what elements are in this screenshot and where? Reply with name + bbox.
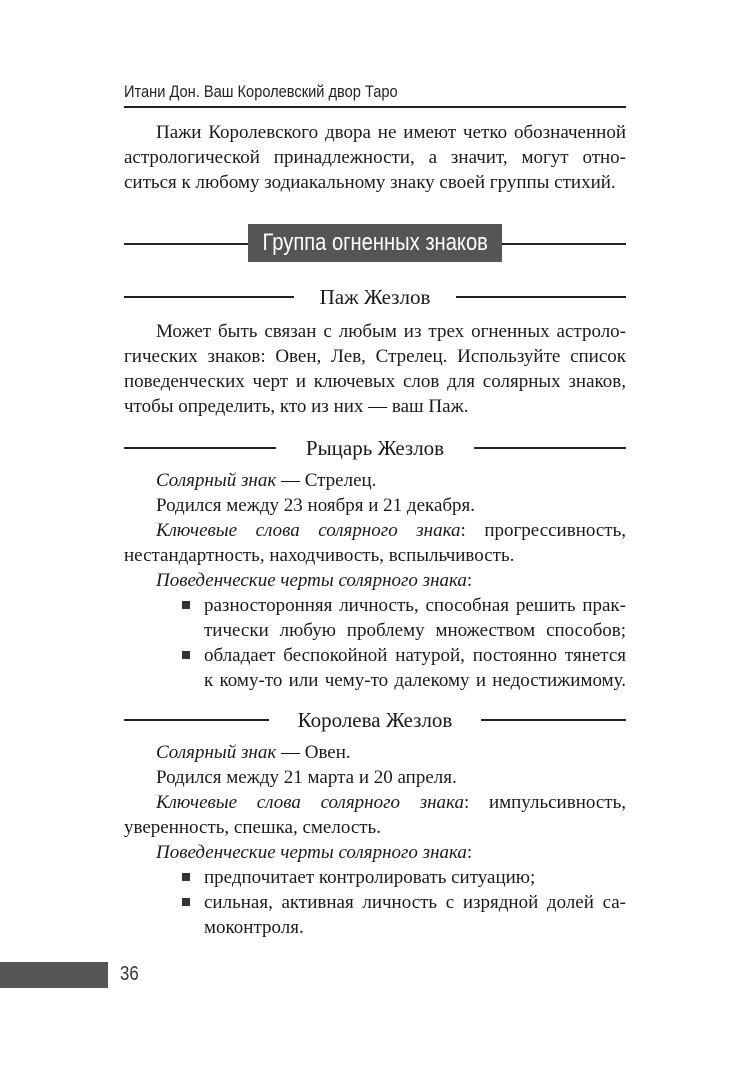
page-line: поведенческих черт и ключевых слов для солярных знаков,: [124, 371, 626, 392]
section-title: Паж Жезлов: [319, 285, 431, 309]
bullet-line: моконтроля.: [204, 917, 304, 938]
bullet-line: обладает беспокойной натурой, постоянно тянется: [204, 645, 626, 666]
born-line: Родился между 23 ноября и 21 декабря.: [156, 495, 476, 516]
heading-rule-right: [481, 719, 626, 721]
section-heading-knight: [124, 433, 626, 463]
section-heading-queen: [124, 705, 626, 735]
traits-label: Поведенческие черты солярного знака: [156, 570, 467, 591]
section-title: Рыцарь Жезлов: [305, 436, 445, 460]
intro-paragraph: [124, 120, 626, 195]
sign-line: [124, 468, 626, 493]
heading-rule-right: [456, 296, 626, 298]
sign-value: — Овен.: [276, 742, 351, 763]
keywords-label: Ключевые слова солярного знака: [156, 792, 464, 813]
group-heading-box: [248, 224, 502, 262]
bullet-line: разносторонняя личность, способная решить прак-: [204, 595, 626, 616]
bullet-line: тически любую проблему множеством способов;: [204, 620, 626, 641]
born-line: Родился между 21 марта и 20 апреля.: [156, 767, 457, 788]
bullet-line: сильная, активная личность с изрядной долей са-: [204, 892, 626, 913]
traits-colon: :: [466, 842, 473, 863]
list-item: [180, 890, 626, 940]
keywords-line-2: уверенность, спешка, смелость.: [124, 817, 381, 838]
knight-traits-list: [180, 593, 626, 693]
heading-rule-right: [502, 243, 626, 245]
bullet-square-icon: [182, 651, 190, 659]
sign-label: Солярный знак: [156, 470, 277, 491]
queen-details: [124, 740, 626, 865]
traits-label: Поведенческие черты солярного знака: [156, 842, 467, 863]
keywords-label: Ключевые слова солярного знака: [156, 520, 461, 541]
group-heading: [124, 224, 626, 262]
footer-bar: [0, 962, 108, 988]
list-item: [180, 643, 626, 693]
intro-line: астрологической принадлежности, а значит, могут отно-: [124, 147, 626, 168]
list-item: [180, 593, 626, 643]
heading-rule-right: [474, 447, 626, 449]
keywords-value: : прогрессивность,: [460, 520, 626, 541]
page-paragraph: [124, 319, 626, 419]
keywords-line-2: нестандартность, находчивость, вспыльчивость.: [124, 545, 515, 566]
page-line: Может быть связан с любым из трех огненных астроло-: [156, 321, 626, 342]
page-number: 36: [120, 963, 139, 985]
sign-label: Солярный знак: [156, 742, 277, 763]
keywords-line: [124, 790, 626, 815]
list-item: [180, 865, 626, 890]
intro-line: ситься к любому зодиакальному знаку своей группы стихий.: [124, 172, 616, 193]
group-heading-text: Группа огненных знаков: [262, 229, 488, 256]
traits-colon: :: [466, 570, 473, 591]
knight-details: [124, 468, 626, 593]
page-line: чтобы определить, кто из них — ваш Паж.: [124, 396, 469, 417]
queen-traits-list: [180, 865, 626, 940]
intro-line: Пажи Королевского двора не имеют четко обозначенной: [156, 122, 626, 143]
section-title: Королева Жезлов: [297, 708, 453, 732]
traits-line: [124, 568, 626, 593]
bullet-square-icon: [182, 873, 190, 881]
keywords-line: [124, 518, 626, 543]
keywords-value: : импульсивность,: [463, 792, 626, 813]
bullet-square-icon: [182, 601, 190, 609]
bullet-square-icon: [182, 898, 190, 906]
running-header: Итани Дон. Ваш Королевский двор Таро: [124, 82, 398, 101]
traits-line: [124, 840, 626, 865]
sign-value: — Стрелец.: [276, 470, 377, 491]
heading-rule-left: [124, 243, 248, 245]
page-line: гических знаков: Овен, Лев, Стрелец. Используйте список: [124, 346, 626, 367]
header-divider: [124, 106, 626, 108]
sign-line: [124, 740, 626, 765]
bullet-line: предпочитает контролировать ситуацию;: [204, 867, 536, 888]
section-heading-page: [124, 282, 626, 312]
bullet-line: к кому-то или чему-то далекому и недостижимому.: [204, 670, 626, 691]
